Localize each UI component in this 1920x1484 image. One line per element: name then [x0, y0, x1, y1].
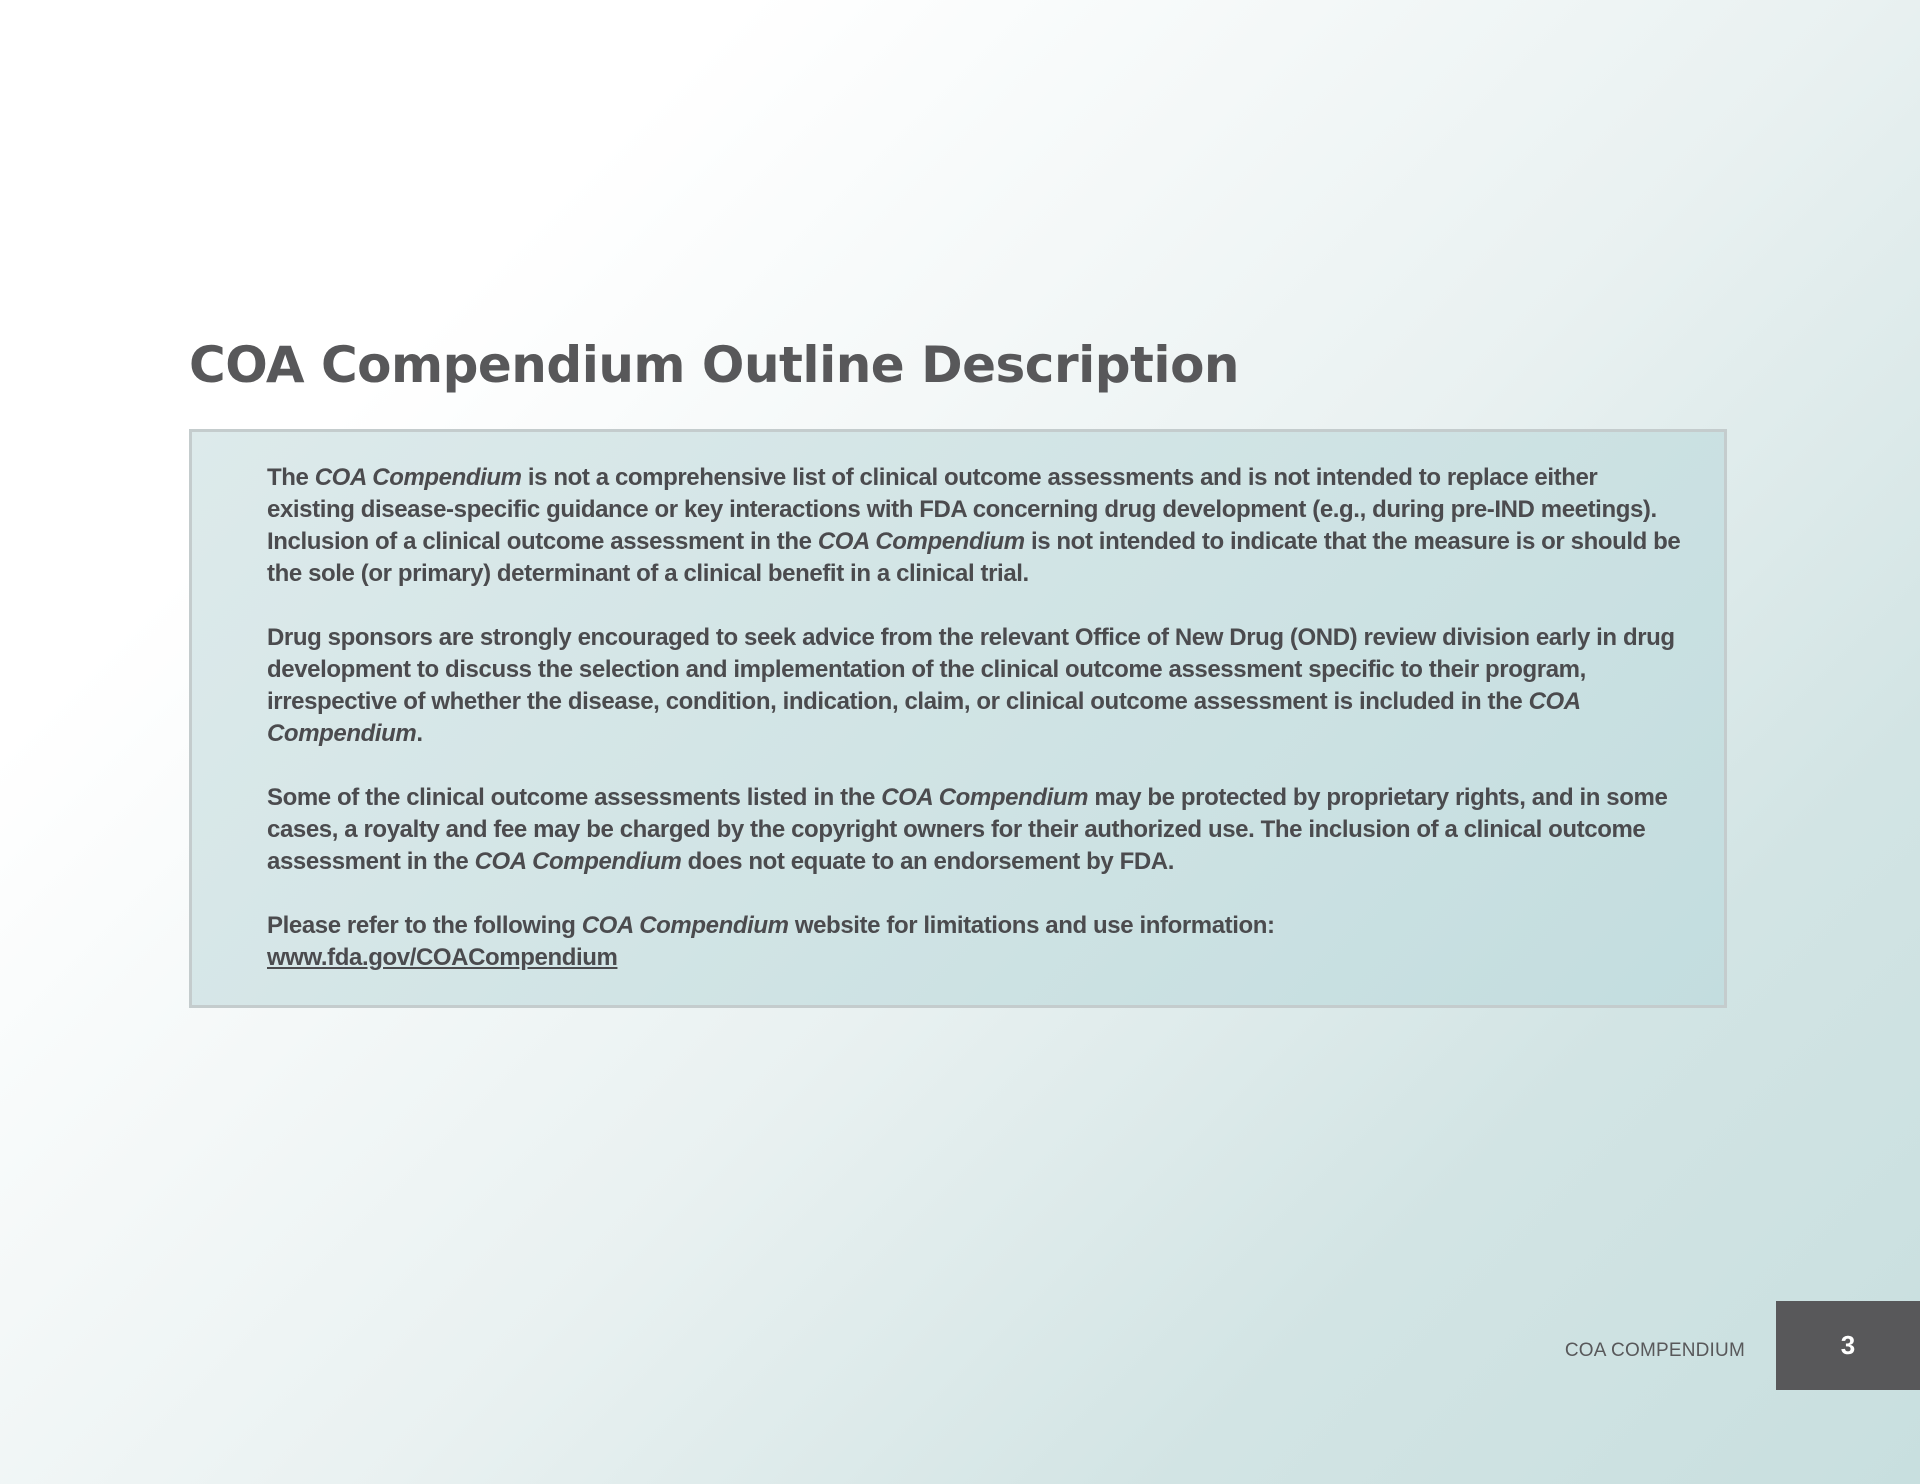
page-number: 3	[1840, 1330, 1856, 1360]
footer-document-label: COA COMPENDIUM	[1564, 1340, 1745, 1361]
page-title: COA Compendium Outline Description	[189, 336, 1240, 394]
italic-compendium-name: COA Compendium	[881, 784, 1089, 811]
notice-paragraph-scope	[267, 462, 1684, 590]
text-run: does not equate to an endorsement by FDA.	[681, 848, 1174, 875]
text-run: may be protected by proprietary rights, and in some cases, a royalty and fee may be charged by the copyright owners for their authorized use. The inclusion of a clinical outcome assessment in the	[267, 784, 1668, 875]
text-run: is not intended to indicate that the measure is or should be the sole (or primary) determinant of a clinical benefit in a clinical trial.	[267, 528, 1681, 587]
italic-compendium-name: COA Compendium	[314, 464, 522, 491]
text-run: The	[267, 464, 315, 491]
notice-box	[189, 429, 1727, 1008]
notice-paragraph-proprietary	[267, 782, 1684, 878]
text-run: Drug sponsors are strongly encouraged to seek advice from the relevant Office of New Drug (OND) review division early in drug development to discuss the selection and implementation of the clinical outcome assessment specific to their program, irrespective of whether the disease, condition, indication, claim, or clinical outcome assessment is included in the	[267, 624, 1675, 715]
website-link[interactable]: www.fda.gov/COACompendium	[267, 944, 618, 971]
notice-paragraph-sponsors	[267, 622, 1684, 750]
italic-compendium-name: COA Compendium	[817, 528, 1025, 555]
text-run: Some of the clinical outcome assessments listed in the	[267, 784, 882, 811]
text-run: website for limitations and use information:	[788, 912, 1275, 939]
italic-compendium-name: COA Compendium	[581, 912, 789, 939]
text-run: is not a comprehensive list of clinical outcome assessments and is not intended to replace either existing disease-specific guidance or key interactions with FDA concerning drug development (e.g., during pre-IND meetings). Inclusion of a clinical outcome assessment in the	[267, 464, 1657, 555]
text-run: .	[416, 720, 423, 747]
text-run: Please refer to the following	[267, 912, 582, 939]
italic-compendium-name: COA Compendium	[267, 688, 1580, 747]
notice-paragraph-website	[267, 910, 1684, 974]
italic-compendium-name: COA Compendium	[474, 848, 682, 875]
page-number-badge	[1776, 1301, 1920, 1390]
